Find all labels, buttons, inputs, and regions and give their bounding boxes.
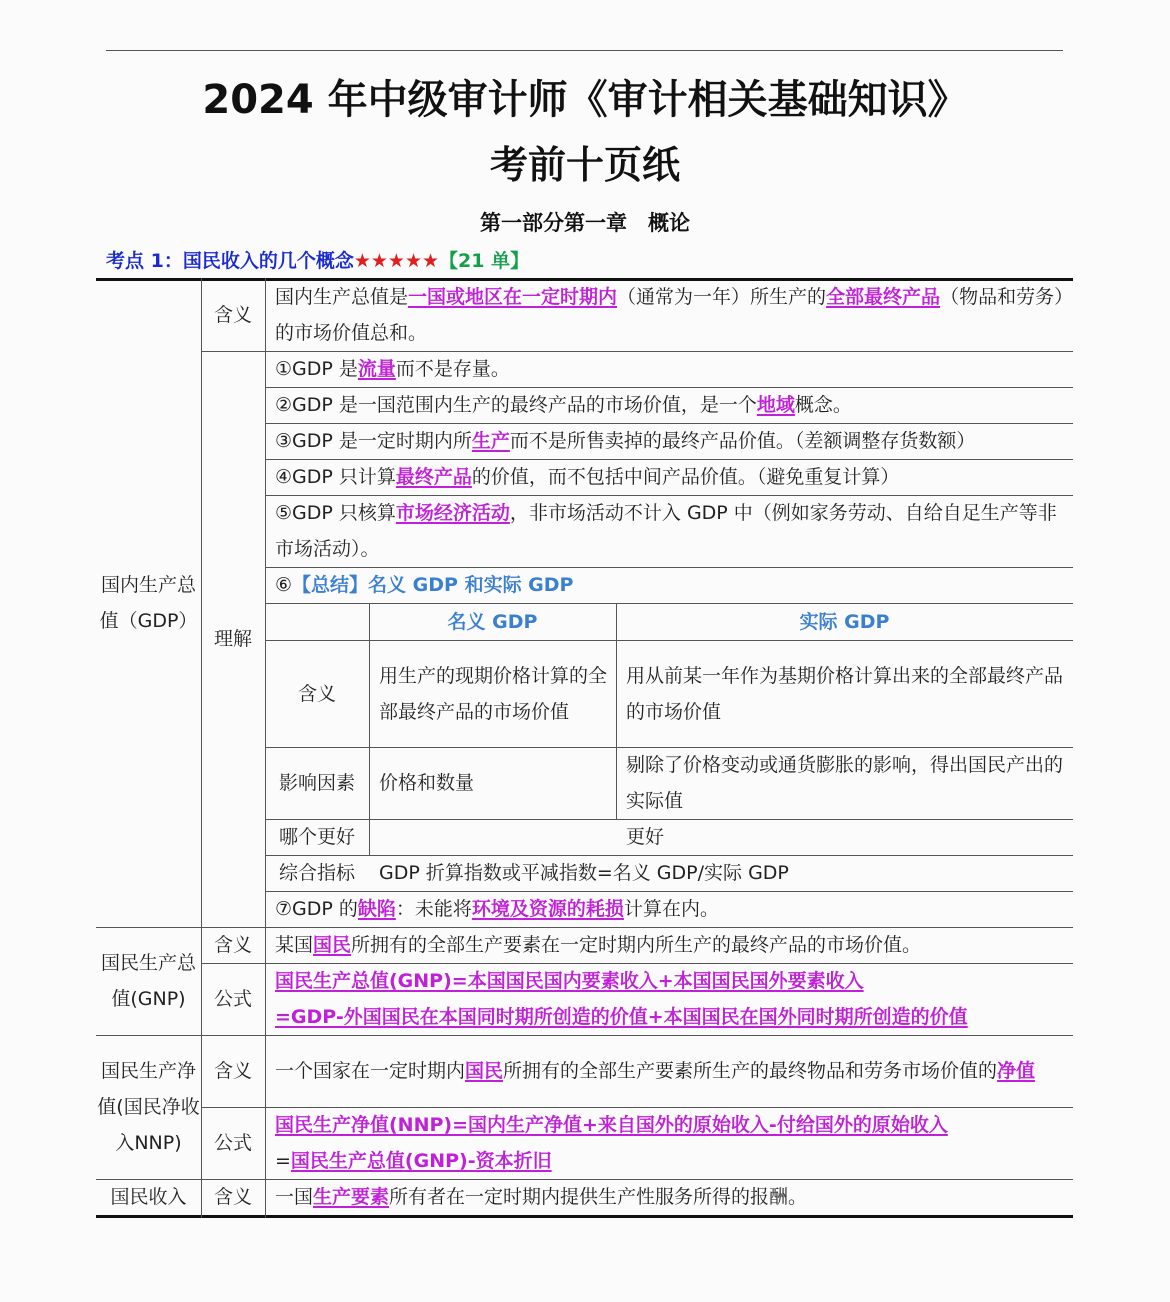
gdp-point-4 (265, 459, 1073, 495)
summary-cell-nominal: 价格和数量 (379, 772, 475, 794)
gdp-point-7 (265, 891, 1073, 927)
category-nnp: 国民生产净值(国民净收入NNP) (97, 1060, 200, 1154)
summary-cell-nominal (369, 819, 616, 855)
highlight: 市场经济活动 (395, 502, 510, 524)
summary-cell-real: 剔除了价格变动或通货膨胀的影响，得出国民产出的实际值 (626, 754, 1064, 812)
text: ：未能将 (395, 898, 472, 920)
label-meaning: 含义 (213, 1186, 252, 1208)
text: 国内生产总值是 (275, 285, 409, 308)
summary-row-label: 含义 (297, 682, 336, 705)
text: ②GDP 是一国范围内生产的最终产品的市场价值，是一个 (275, 394, 757, 416)
summary-heading (265, 567, 1073, 603)
gdp-point-2 (265, 387, 1073, 423)
column-header-nominal: 名义 GDP (447, 610, 538, 633)
text: 而不是存量。 (395, 358, 510, 380)
highlight: 生产 (471, 430, 510, 452)
text: （通常为一年）所生产的 (617, 285, 827, 308)
text: = (275, 1150, 291, 1172)
star-rating: ★★★★★ (353, 250, 440, 272)
highlight: 净值 (997, 1060, 1036, 1082)
text: ⑤GDP 只核算 (275, 502, 396, 524)
category-gdp: 国内生产总值（GDP） (99, 573, 198, 632)
table-bottom-border (96, 1215, 1073, 1218)
concept-table (96, 278, 1073, 1218)
label-formula: 公式 (213, 988, 252, 1010)
highlight: 国民生产净值(NNP)=国内生产净值+来自国外的原始收入-付给国外的原始收入 (275, 1114, 948, 1136)
text: ⑥ (275, 574, 293, 596)
label-formula: 公式 (213, 1132, 252, 1154)
label-understanding: 理解 (213, 628, 252, 650)
knowledge-point-heading (106, 246, 529, 273)
summary-cell-real: 更好 (626, 826, 665, 848)
text: ⑦GDP 的 (275, 898, 358, 920)
summary-row-label: 综合指标 (278, 862, 355, 884)
highlight: 流量 (357, 358, 396, 380)
gnp-definition (265, 927, 1073, 963)
text: 而不是所售卖掉的最终产品价值。（差额调整存货数额） (509, 430, 976, 452)
text: 的价值，而不包括中间产品价值。（避免重复计算） (471, 466, 900, 488)
gdp-point-1 (265, 351, 1073, 387)
highlight: 地域 (756, 394, 795, 416)
highlight: 全部最终产品 (826, 285, 941, 308)
highlight: 最终产品 (395, 466, 472, 488)
label-meaning: 含义 (213, 303, 252, 326)
highlight: 一国或地区在一定时期内 (408, 285, 618, 308)
text: 概念。 (794, 394, 852, 416)
highlight: 国民生产总值(GNP)-资本折旧 (290, 1150, 552, 1172)
ni-definition (265, 1179, 1073, 1215)
text: ③GDP 是一定时期内所 (275, 430, 472, 452)
gdp-point-3 (265, 423, 1073, 459)
text: ①GDP 是 (275, 358, 358, 380)
text: 一个国家在一定时期内 (275, 1060, 466, 1082)
column-header-real: 实际 GDP (799, 610, 890, 633)
document-title: 2024 年中级审计师《审计相关基础知识》 (202, 77, 968, 123)
highlight: 环境及资源的耗损 (471, 898, 624, 920)
summary-title: 【总结】名义 GDP 和实际 GDP (292, 574, 574, 596)
question-type-tag: 【21 单】 (439, 250, 530, 272)
gnp-formula (265, 963, 1073, 1035)
gdp-definition (265, 278, 1073, 351)
summary-row-label: 影响因素 (278, 772, 355, 794)
highlight: 国民生产总值(GNP)=本国国民国内要素收入+本国国民国外要素收入 (275, 970, 864, 992)
text: 一国 (275, 1186, 314, 1208)
text: 某国 (275, 934, 314, 956)
highlight: 生产要素 (313, 1186, 390, 1208)
document-subtitle: 考前十页纸 (489, 143, 680, 187)
nnp-definition (265, 1035, 1073, 1107)
gdp-point-5 (265, 495, 1073, 567)
category-national-income: 国民收入 (110, 1186, 187, 1208)
text: 计算在内。 (623, 898, 719, 920)
label-meaning: 含义 (213, 1060, 252, 1082)
highlight: 国民 (465, 1060, 504, 1082)
text: （物品和劳务）的市场价值总和。 (275, 285, 1064, 344)
text: ，非市场活动不计入 GDP 中（例如家务劳动、自给自足生产等非市场活动）。 (275, 502, 1057, 560)
text: ④GDP 只计算 (275, 466, 396, 488)
nnp-formula (265, 1107, 1073, 1179)
label-meaning: 含义 (213, 934, 252, 956)
highlight: 国民 (313, 934, 352, 956)
summary-cell-merged: GDP 折算指数或平减指数=名义 GDP/实际 GDP (379, 862, 789, 884)
knowledge-point-label: 考点 1：国民收入的几个概念 (106, 250, 354, 272)
summary-cell-real: 用从前某一年作为基期价格计算出来的全部最终产品的市场价值 (626, 664, 1064, 723)
summary-cell-nominal: 用生产的现期价格计算的全部最终产品的市场价值 (379, 664, 608, 723)
text: 所拥有的全部生产要素所生产的最终物品和劳务市场价值的 (503, 1060, 998, 1082)
chapter-heading: 第一部分第一章 概论 (480, 211, 690, 235)
text: 所有者在一定时期内提供生产性服务所得的报酬。 (389, 1186, 808, 1208)
category-gnp: 国民生产总值(GNP) (100, 952, 196, 1010)
text: 所拥有的全部生产要素在一定时期内所生产的最终产品的市场价值。 (351, 934, 922, 956)
summary-row-label: 哪个更好 (278, 826, 355, 848)
highlight: =GDP-外国国民在本国同时期所创造的价值+本国国民在国外同时期所创造的价值 (275, 1006, 968, 1028)
top-rule (106, 50, 1063, 51)
highlight: 缺陷 (357, 898, 396, 920)
